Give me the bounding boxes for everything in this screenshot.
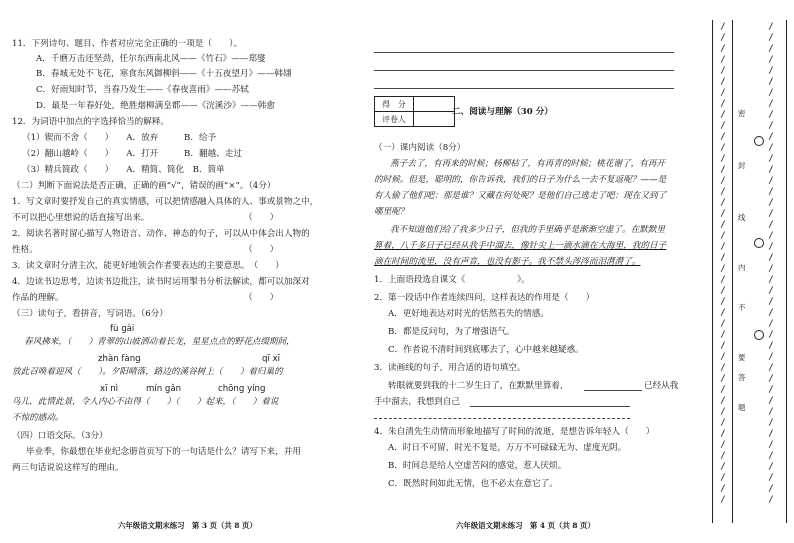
reading-q3-fill-1: 转眼就要到我的十二岁生日了，在默默里算着，	[388, 381, 569, 391]
section-judge-title: （二）判断下面说法是否正确，正确的画“√”，错误的画“×”。（4分）	[12, 181, 276, 191]
judge-2-line1: 2．阅读名著时留心描写人物语言、动作、神态的句子，可以从中体会出人物的	[12, 229, 310, 239]
binding-edge-line-right	[786, 20, 787, 523]
binding-strip	[702, 0, 794, 543]
pinyin-3: qī xī	[262, 354, 281, 364]
left-page-footer: 六年级语文期末练习 第 3 页（共 8 页）	[118, 521, 257, 530]
right-exam-page	[370, 0, 700, 543]
reading-part1-title: （一）课内阅读（8分）	[374, 143, 466, 153]
passage-line-5: 我不知道他们给了我多少日子，但我的手里确乎是渐渐空虚了。在默默里	[390, 225, 666, 235]
oral-question-line1: 毕业季，你最想在毕业纪念册首页写下的一句话是什么？请写下来，并用	[26, 447, 302, 457]
binding-hole-2	[754, 238, 764, 248]
pinyin-4: xī nì	[100, 384, 119, 394]
pinyin-2: zhàn fàng	[98, 354, 141, 364]
fill-blank-1[interactable]	[584, 390, 642, 391]
question-12-item-3: （3）精兵简政（ ） A．精简、简化 B．简单	[22, 165, 225, 175]
reading-q3-fill-2: 已经从我	[644, 381, 679, 391]
binding-label-8: 题	[738, 403, 746, 412]
reading-q4-option-a: A．时日不可留，时光不复是，万万不可碌碌无为、虚度光阴。	[388, 443, 627, 453]
reading-q3: 3．读画线的句子，用合适的语句填空。	[374, 363, 526, 373]
score-label: 得 分	[375, 97, 414, 112]
judge-1-line1: 1．写文章时要抒发自己的真实情感，可以把情感融入具体的人、事或景物之中，	[12, 197, 319, 207]
binding-slash-pattern-left: / / / / / / / / / / / / / / / / / / / / / / / / / / / / / / / / / / / / / / / / / / / /	[720, 22, 726, 505]
pinyin-6: chōng yíng	[218, 384, 266, 394]
judge-4-line2: 作品的理解。 （ ）	[12, 293, 279, 303]
pinyin-sentence-1: 春风拂来，（ ）青翠的山坡洒动着长龙，星星点点的野花点缀期间，	[24, 337, 295, 347]
reading-q2-option-c: C．作者说不清时间到底哪去了，心中越来越疑惑。	[388, 345, 584, 355]
binding-edge-line-mid	[732, 20, 733, 523]
binding-label-2: 封	[738, 161, 746, 170]
judge-2-line2: 性格。 （ ）	[12, 245, 279, 255]
binding-label-3: 线	[738, 213, 746, 222]
question-11: 11．下列诗句、题目、作者对应完全正确的一项是（ ）。	[12, 39, 243, 49]
answer-line-2	[374, 70, 674, 71]
answer-line-3	[374, 88, 674, 89]
judge-1-line2: 不可以把心里想说的话直接写出来。 （ ）	[12, 213, 279, 223]
reading-q4-option-b: B．时间总是给人空虚苦闷的感觉，惹人厌烦。	[388, 461, 567, 471]
binding-edge-line-left	[712, 20, 713, 523]
option-11a: A．千磨万击还坚劲，任尔东西南北风——《竹石》——郑燮	[36, 54, 266, 64]
fill-blank-3[interactable]	[374, 418, 630, 419]
pinyin-sentence-2: 放此召唤着迎风（ ）。夕阳晴落，路边的溪谷树上（ ）着归巢的	[12, 367, 283, 377]
answer-line-1	[374, 52, 674, 53]
passage-line-6-underlined: 算着，八千多日子已经从我手中溜去，像针尖上一滴水滴在大海里，我的日子	[374, 241, 667, 251]
fill-blank-2[interactable]	[470, 406, 630, 407]
option-11d: D．最是一年春好处，绝胜烟柳满皇都——《浣溪沙》——韩愈	[36, 101, 275, 111]
question-12-item-1: （1）锲而不舍（ ） A．放弃 B．给予	[22, 133, 217, 143]
question-12-item-2: （2）翻山越岭（ ） A．打开 B．翻越、走过	[22, 149, 242, 159]
binding-label-1: 密	[738, 109, 746, 118]
binding-label-5: 不	[738, 303, 746, 312]
reading-q4-option-c: C．既然时间如此无情，也不必太在意它了。	[388, 479, 558, 489]
reading-q3-fill-3: 手中溜去，我想到自己	[374, 397, 460, 407]
option-11b: B．春城无处不飞花，寒食东风御柳斜——《十五夜望月》——韩翃	[36, 69, 292, 79]
pinyin-1: fù gài	[110, 324, 135, 334]
binding-label-6: 要	[738, 353, 746, 362]
pinyin-sentence-3: 鸟儿，此情此景，令人内心不由得（ ）（ ）起来，（ ）着说	[12, 397, 279, 407]
binding-slash-pattern-right: / / / / / / / / / / / / / / / / / / / / / / / / / / / / / / / / / / / / / / / / / / / /	[768, 22, 774, 505]
section-oral-title: （四）口语交际。（3分）	[12, 431, 108, 441]
binding-label-7: 答	[738, 373, 746, 382]
right-page-footer: 六年级语文期末练习 第 4 页（共 8 页）	[456, 521, 595, 530]
judge-3: 3．读文章时分清主次，能更好地领会作者要表达的主要意思。 （ ）	[12, 261, 284, 271]
oral-question-line2: 两三句话说说这样写的理由。	[12, 463, 124, 473]
binding-hole-1	[754, 136, 764, 146]
reading-q4: 4．朱自清先生动情而形象地描写了时间的流逝，是想告诉年轻人（ ）	[374, 427, 655, 437]
reading-q2: 2．第一段话中作者连续四问，这样表达的作用是（ ）	[374, 293, 595, 303]
passage-line-3: 有人偷了他们吧：那是谁？又藏在何处呢？是他们自己逃走了吧：现在又到了	[374, 191, 667, 201]
left-exam-page	[0, 0, 370, 543]
passage-line-7-underlined: 滴在时间的流里，没有声音，也没有影子。我不禁头涔涔而泪潸潸了。	[374, 257, 641, 267]
binding-hole-3	[754, 330, 764, 340]
grader-cell[interactable]	[414, 112, 455, 127]
option-11c: C．好雨知时节，当春乃发生——《春夜喜雨》——苏轼	[36, 85, 249, 95]
passage-line-1: 燕子去了，有再来的时候；杨柳枯了，有再青的时候；桃花谢了，有再开	[390, 159, 666, 169]
reading-q2-option-a: A．更好地表达对时光的恬然若失的情感。	[388, 309, 549, 319]
section-pinyin-title: （三）读句子，看拼音，写词语。（6分）	[12, 309, 168, 319]
grader-label: 评卷人	[375, 112, 414, 127]
passage-line-4: 哪里呢？	[374, 207, 409, 217]
judge-4-line1: 4．边读书边思考，边读书边批注，读书时运用掣书分析法解读，都可以加深对	[12, 277, 310, 287]
passage-line-2: 的时候。但是，聪明的，你告诉我，我们的日子为什么一去不复返呢？——是	[374, 175, 667, 185]
score-cell[interactable]	[414, 97, 455, 112]
score-table	[374, 96, 455, 127]
pinyin-sentence-4: 不惊的感动。	[12, 413, 64, 423]
pinyin-5: mín gǎn	[146, 384, 182, 394]
section-reading-title: 二、阅读与理解（30 分）	[452, 107, 553, 117]
reading-q1: 1．上面语段选自课文《 》。	[374, 275, 530, 285]
binding-label-4: 内	[738, 263, 746, 272]
question-12: 12．为词语中加点的字选择恰当的解释。	[12, 117, 170, 127]
reading-q2-option-b: B．都是反问句，为了增强语气。	[388, 327, 515, 337]
